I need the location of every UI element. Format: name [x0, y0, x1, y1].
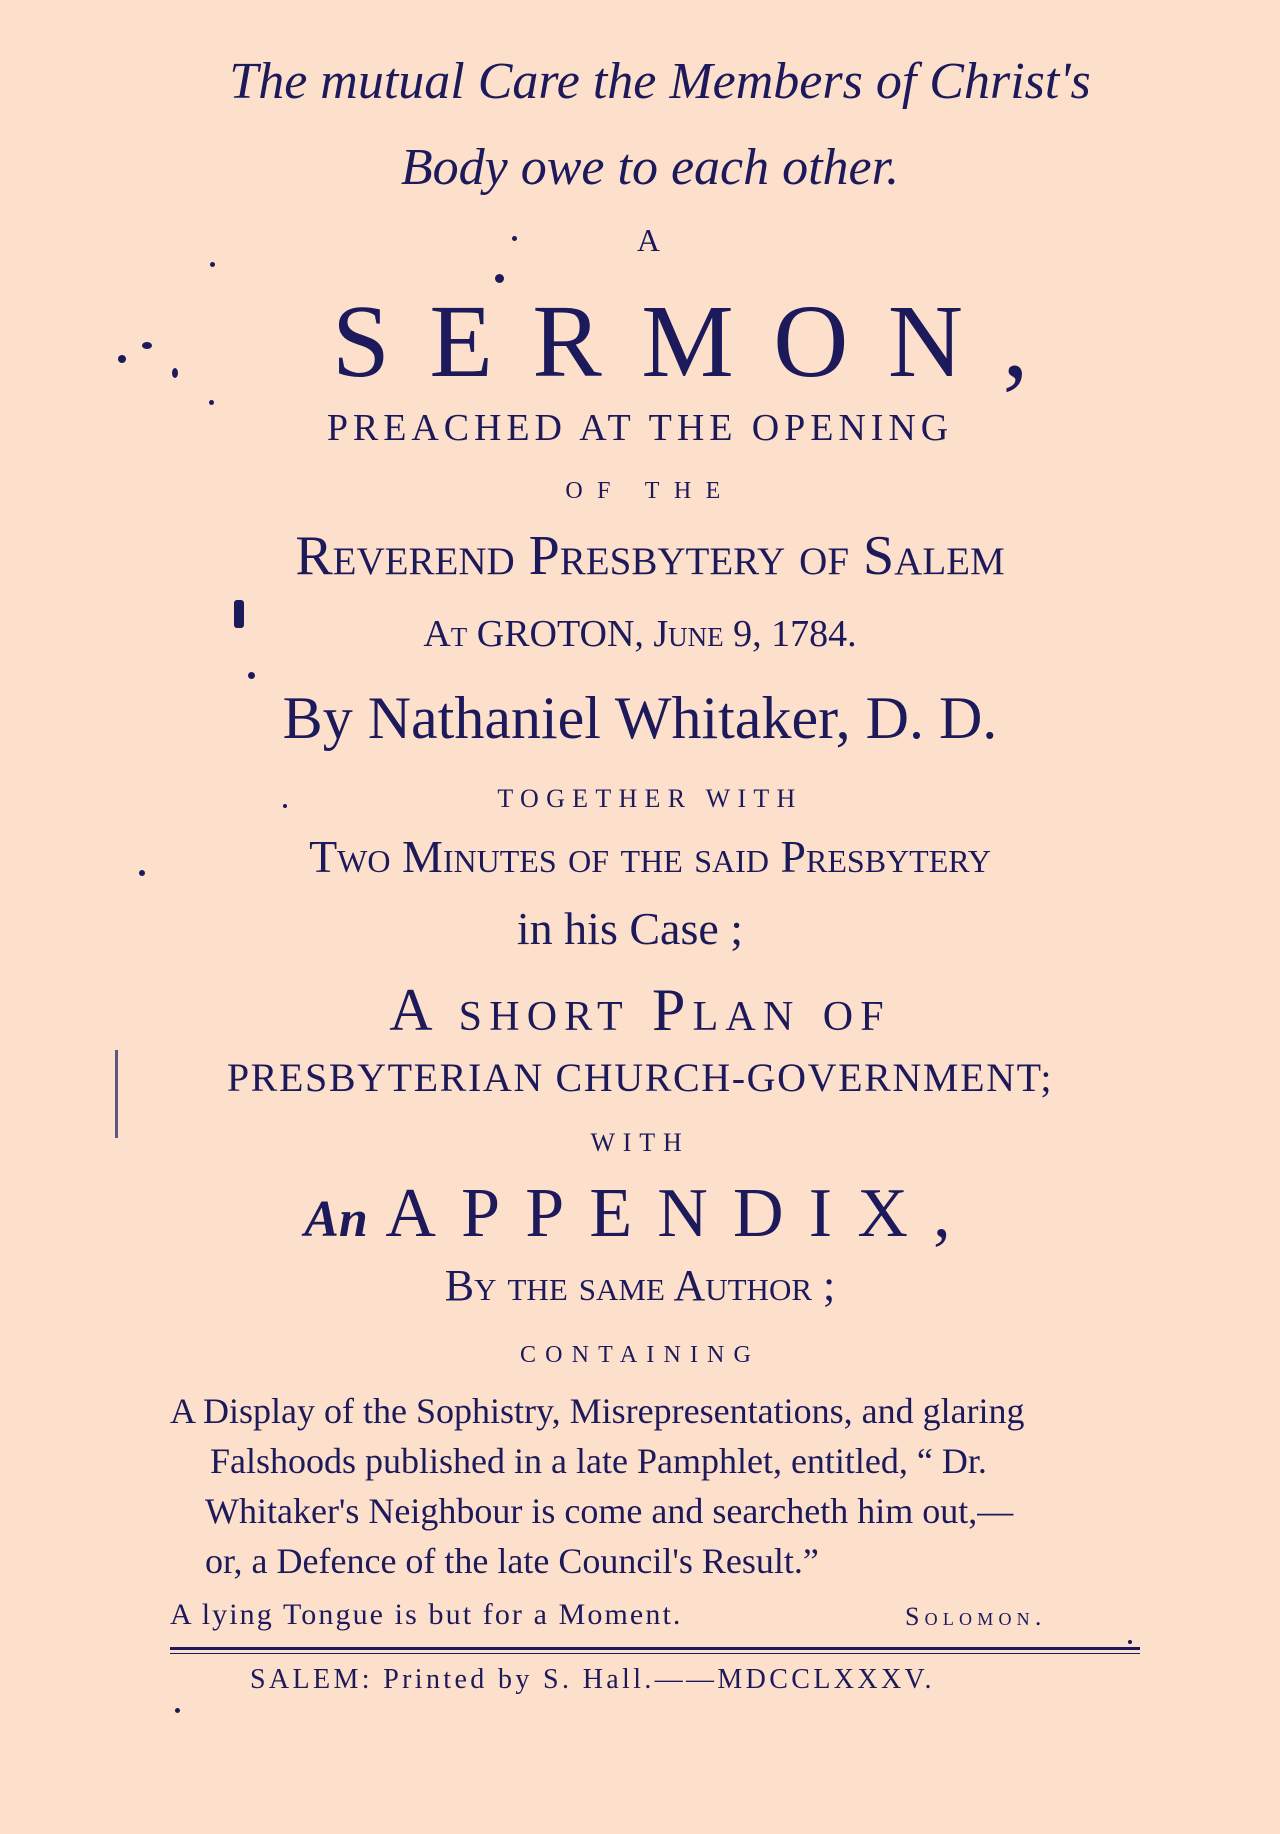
groton-date-line: At GROTON, June 9, 1784.: [423, 613, 857, 655]
containing-line: CONTAINING: [520, 1342, 760, 1368]
appendix-word: APPENDIX,: [385, 1175, 976, 1252]
author-line: By Nathaniel Whitaker, D. D.: [282, 685, 998, 751]
article-a: A: [636, 222, 664, 258]
title-line-2: Body owe to each other.: [400, 139, 900, 196]
ink-speck: [512, 236, 517, 241]
sermon-heading: SERMON,: [331, 284, 1069, 399]
ink-speck: [175, 1708, 180, 1713]
ink-speck: [172, 368, 178, 378]
ink-speck: [1128, 1640, 1132, 1644]
ink-speck: [139, 870, 145, 876]
of-the-line: OF THE: [565, 478, 735, 504]
appendix-an: An: [304, 1191, 368, 1248]
description-line-2: Falshoods published in a late Pamphlet, entitled, “ Dr.: [210, 1441, 987, 1481]
motto: A lying Tongue is but for a Moment.: [170, 1598, 683, 1631]
imprint: SALEM: Printed by S. Hall.——MDCCLXXXV.: [250, 1664, 935, 1695]
divider-rule-thin: [170, 1653, 1140, 1654]
preached-line: PREACHED AT THE OPENING: [326, 407, 954, 449]
ink-speck: [118, 355, 126, 363]
description-line-1: A Display of the Sophistry, Misrepresentations, and glaring: [170, 1391, 1025, 1431]
appendix-line: [0, 1174, 1280, 1254]
ink-speck: [209, 400, 214, 405]
church-government-line: PRESBYTERIAN CHURCH-GOVERNMENT;: [226, 1055, 1054, 1100]
minutes-line: Two Minutes of the said Presbytery: [309, 831, 991, 882]
ink-speck: [142, 342, 152, 349]
case-line: in his Case ;: [516, 903, 744, 954]
ink-speck: [283, 804, 287, 808]
ink-speck: [234, 600, 244, 628]
same-author-line: By the same Author ;: [444, 1261, 836, 1310]
together-with-line: TOGETHER WITH: [497, 784, 803, 813]
margin-mark: [115, 1050, 118, 1138]
title-line-1: The mutual Care the Members of Christ's: [229, 53, 1091, 110]
ink-speck: [210, 262, 215, 267]
with-line: WITH: [590, 1128, 690, 1157]
presbytery-line: Reverend Presbytery of Salem: [295, 525, 1005, 587]
short-plan-line: A short Plan of: [389, 977, 891, 1043]
ink-speck: [495, 274, 504, 283]
motto-source: Solomon.: [905, 1602, 1047, 1631]
divider-rule: [170, 1647, 1140, 1650]
description-line-3: Whitaker's Neighbour is come and searcheth him out,—: [205, 1491, 1014, 1531]
description-line-4: or, a Defence of the late Council's Result.”: [205, 1541, 819, 1581]
ink-speck: [248, 672, 255, 679]
